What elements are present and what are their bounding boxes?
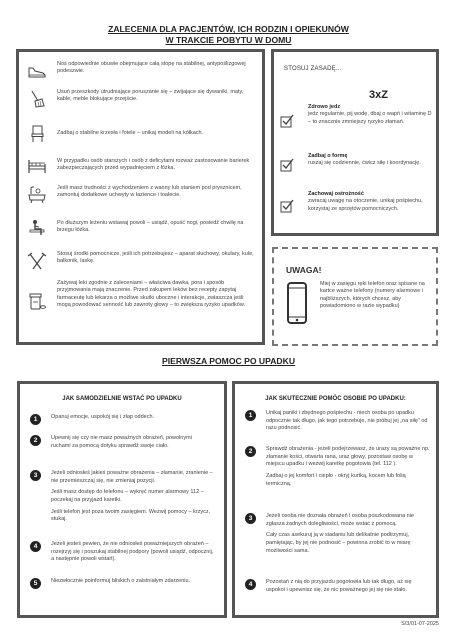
tip-text: Noś odpowiednie obuwie obejmujące całą stopę na stabilnej, antypoślizgowej podeszwie. — [57, 61, 246, 75]
rule-body: jedz regularnie, pij wodę, dbaj o wapń i witaminę D – to znacznie zmniejszy ryzyko złamań. — [308, 111, 432, 125]
tip-text: Usuń przeszkody utrudniające poruszanie się – zwijające się dywaniki, maty, kable, meble blokujące przejście. — [57, 89, 244, 103]
step-number-badge: 2 — [245, 446, 256, 457]
step-number-badge: 4 — [30, 541, 41, 552]
mop-icon — [27, 89, 47, 109]
phone-icon — [286, 281, 308, 325]
chair-icon — [27, 124, 47, 144]
rule-heading: Zadbaj o formę — [308, 153, 348, 159]
step-paragraph: Zadbaj o jej komfort i ciepło - okryj kurtką, kocem lub folią termiczną. — [266, 473, 406, 487]
step-text — [266, 446, 432, 492]
step-paragraph: Upewnij się czy nie masz poważnych obrażeń, powolnymi ruchami za pomocą dotyku sprawdź swoje ciało. — [51, 435, 192, 449]
home-tips-box — [16, 49, 265, 345]
step-text — [51, 578, 201, 590]
checkbox-checked-icon — [280, 114, 294, 128]
step-number-badge: 1 — [30, 414, 41, 425]
document-number: S/3/01-07-2025 — [401, 621, 439, 627]
tip-text: Po dłuższym leżeniu wstawaj powoli – usiądź, opuść nogi, posiedź chwilę na brzegu łóżka. — [57, 220, 244, 234]
step-number-badge: 4 — [245, 579, 256, 590]
self-help-title: JAK SAMODZIELNIE WSTAĆ PO UPADKU — [62, 396, 182, 402]
self-help-box — [17, 381, 227, 618]
step-paragraph: Unikaj paniki i zbędnego pośpiechu - niech osoba po upadku odpocznie tak długo, jak tego potrzebuje, nie próbuj jej „na siłę” od razu podnosić. — [266, 410, 428, 432]
rule-body: ruszaj się codziennie, ćwicz siłę i koordynację. — [308, 160, 421, 167]
rule-text — [308, 153, 434, 168]
tip-text: W przypadku osób starszych i osób z deficytami rozważ zastosowanie barierek zabezpieczających przed wypadnięciem z łóżka. — [57, 158, 250, 172]
page-title — [0, 24, 457, 45]
rule-text — [308, 104, 434, 126]
step-paragraph: Jeśli masz dostęp do telefonu – wykręć numer alarmowy 112 – poczekaj na przyjazd karetki. — [51, 489, 204, 504]
checkbox-checked-icon — [280, 199, 294, 213]
tip-text: Zadbaj o stabilne krzesła i fotele – unikaj modeli na kółkach. — [57, 130, 204, 136]
crutches-icon — [27, 251, 47, 271]
step-paragraph: Jeżeli jesteś pewien, że nie odniosłeś poważniejszych obrażeń – rozejrzyj się i poszukaj stabilnej podpory (powoli usiądź, odpocznij, a następnie powoli wstań). — [51, 541, 214, 563]
step-paragraph: Opanuj emocje, uspokój się i złap oddech. — [51, 414, 155, 420]
tip-text: Jeśli masz trudności z wychodzeniem z wanny lub staniem pod prysznicem, zamontuj dodatkowe uchwyty w łazience i toalecie. — [57, 185, 242, 199]
step-paragraph: Pozostań z nią do przyjazdu pogotowia lub tak długo, aż się uspokoi i upewnisz się, że nic poważnego jej się nie stało. — [266, 579, 412, 593]
step-paragraph: Jeżeli odniosłeś jakieś poważne obrażenia – złamanie, zranienie – nie przemieszczaj się, nie zmieniaj pozycji. — [51, 470, 213, 484]
attention-text: Miej w zasięgu ręki telefon oraz spisane na kartce ważne telefony (numery alarmowe i najbliższych, których chcesz, aby powiadomiono w razie wypadku) — [320, 281, 425, 310]
helper-title: JAK SKUTECZNIE POMÓC OSOBIE PO UPADKU: — [265, 396, 406, 402]
pill-bottle-icon — [27, 292, 47, 312]
attention-title: UWAGA! — [286, 265, 322, 275]
step-number-badge: 2 — [30, 435, 41, 446]
step-paragraph: Jeśli telefon jest poza twoim zasięgiem. Wezwij pomocy – krzycz, stukaj. — [51, 508, 211, 523]
rule-heading: Zachowaj ostrożność — [308, 191, 364, 197]
step-paragraph: Cały czas asekuruj ją w siadaniu lub delikatnie podtrzymuj, pamiętając, by jej nie podnosić – powinna zrobić to w miarę możliwości sama. — [266, 532, 411, 554]
helper-box — [232, 381, 439, 618]
page-title-line2: W TRAKCIE POBYTU W DOMU — [165, 34, 292, 45]
step-text — [266, 579, 432, 598]
bed-icon — [27, 156, 47, 176]
first-aid-title: PIERWSZA POMOC PO UPADKU — [161, 356, 296, 366]
step-text — [51, 435, 209, 454]
rule-heading: Zdrowo jedz — [308, 104, 341, 110]
step-text — [266, 513, 432, 559]
step-paragraph: Niezwłocznie poinformuj bliskich o zaistniałym zdarzeniu. — [51, 578, 191, 584]
tip-text: Stosuj środki pomocnicze, jeśli ich potrzebujesz – aparat słuchowy, okulary, kule, balkonik, laskę. — [57, 251, 254, 265]
step-paragraph: Sprawdź obrażenia - jeżeli podejrzewasz, że urazy są poważne np. złamanie kości, otwarta rana, uraz głowy, pozostaw osobę w miejscu upadku i wezwij karetkę pogotowia (tel. 112 ). — [266, 446, 430, 468]
page-title-line1: ZALECENIA DLA PACJENTÓW, ICH RODZIN I OPIEKUNÓW — [108, 24, 349, 34]
tip-text: Zażywaj leki zgodnie z zaleceniami – właściwa dawka, pora i sposób przyjmowania mają znaczenie. Przed zakupem leków bez recepty zapytaj farmaceutę lub lekarza o możliwe skutki uboczne i interakcje, zwłaszcza jeśli mogą powodować senność lub zawroty głowy – to zwiększa ryzyko upadków. — [57, 280, 246, 309]
step-text — [51, 541, 217, 568]
step-text — [51, 470, 219, 528]
rule-body: zwracaj uwagę na otoczenie, unikaj pośpiechu, korzystaj ze sprzętów pomocniczych. — [308, 198, 423, 212]
shoe-icon — [27, 61, 47, 81]
step-paragraph: Jeżeli osoba nie doznała obrażeń i osoba poszkodowana nie zgłasza żadnych dolegliwości, może wstać z pomocą. — [266, 513, 414, 527]
step-text — [51, 414, 219, 426]
rule-text — [308, 191, 434, 213]
attention-box — [272, 247, 438, 346]
person-sitting-icon — [27, 218, 47, 238]
step-number-badge: 1 — [245, 410, 256, 421]
step-number-badge: 3 — [245, 513, 256, 524]
rules-box — [271, 49, 439, 236]
step-number-badge: 3 — [30, 470, 41, 481]
bathtub-icon — [27, 185, 47, 205]
step-text — [266, 410, 432, 437]
checkbox-checked-icon — [280, 158, 294, 172]
step-number-badge: 5 — [30, 578, 41, 589]
rules-formula: 3xZ — [369, 89, 388, 101]
rules-title: STOSUJ ZASADĘ... — [284, 66, 342, 72]
